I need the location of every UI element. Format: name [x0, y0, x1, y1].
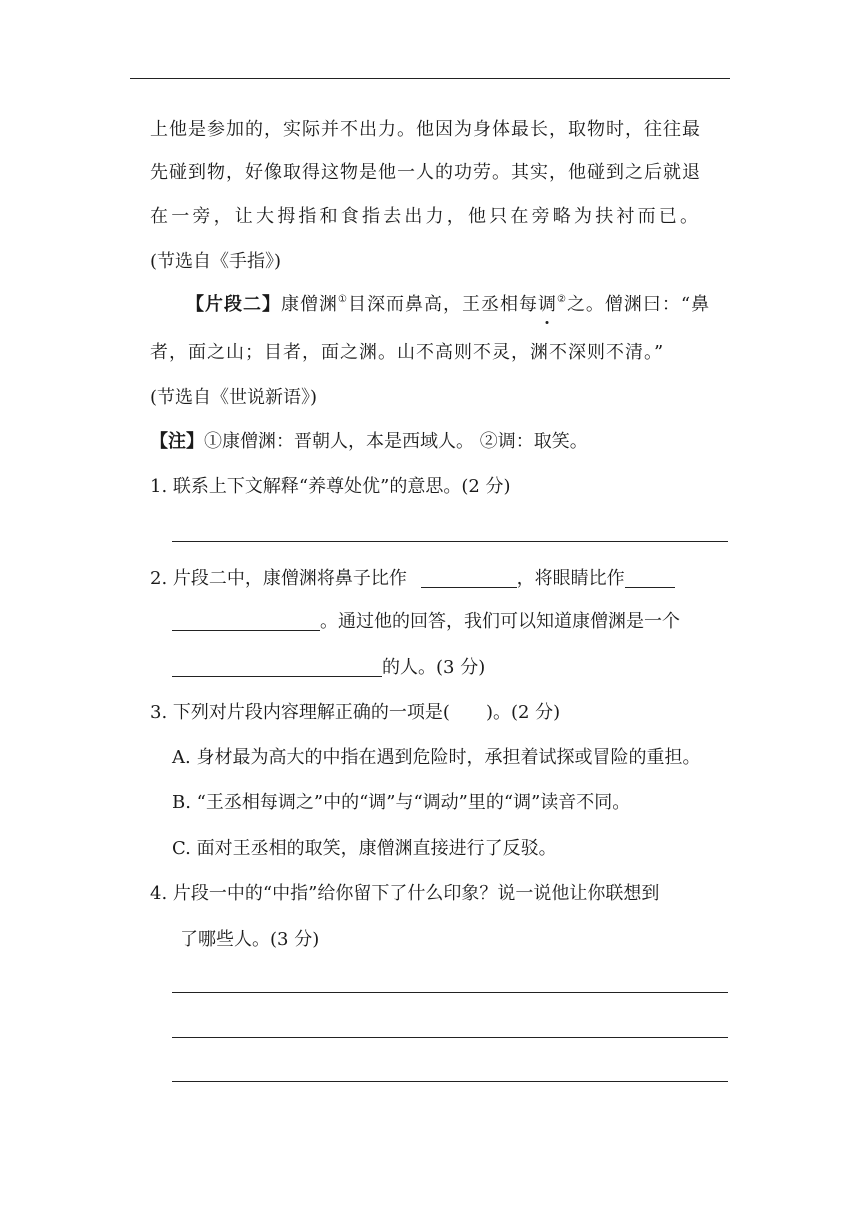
question-2-part1: 片段二中，康僧渊将鼻子比作: [172, 568, 407, 589]
passage2-text-c: 之。僧渊曰：“鼻: [566, 294, 711, 315]
question-4-line2: 了哪些人。(3 分): [180, 929, 320, 950]
blank-eyes-cont[interactable]: [172, 610, 320, 631]
passage2-line2: 者，面之山；目者，面之渊。山不高则不灵，渊不深则不清。”: [150, 342, 665, 363]
question-1-text: 联系上下文解释“养尊处优”的意思。(2 分): [172, 476, 511, 497]
passage1-line3: 在一旁，让大拇指和食指去出力，他只在旁略为扶衬而已。: [150, 206, 702, 227]
question-1-number: 1.: [150, 476, 168, 497]
question-1: [150, 474, 511, 500]
passage1-source: (节选自《手指》): [150, 251, 282, 272]
question-2-line1: [150, 566, 675, 592]
answer-line-q4-2[interactable]: [172, 1037, 728, 1038]
passage1-line2: 先碰到物，好像取得这物是他一人的功劳。其实，他碰到之后就退: [150, 162, 701, 183]
question-2-line3: [172, 655, 485, 681]
notes-label: 【注】: [150, 431, 204, 452]
dotted-char: 调: [538, 292, 557, 318]
question-2-part2: ，将眼睛比作: [516, 568, 625, 589]
question-4-number: 4.: [150, 883, 168, 904]
question-2-number: 2.: [150, 568, 168, 589]
option-b[interactable]: B. “王丞相每调之”中的“调”与“调动”里的“调”读音不同。: [172, 792, 631, 813]
answer-line-q4-3[interactable]: [172, 1081, 728, 1082]
question-4-text1: 片段一中的“中指”给你留下了什么印象？说一说他让你联想到: [172, 883, 660, 904]
option-a[interactable]: A. 身材最为高大的中指在遇到危险时，承担着试探或冒险的重担。: [172, 747, 701, 768]
passage2-text-a: 康僧渊: [281, 294, 338, 315]
notes-text: ①康僧渊：晋朝人，本是西域人。 ②调：取笑。: [204, 431, 588, 452]
question-2-part4: 的人。(3 分): [382, 657, 486, 678]
question-2-part3: 。通过他的回答，我们可以知道康僧渊是一个: [320, 611, 680, 632]
question-3: [150, 700, 560, 726]
passage2-heading: 【片段二】: [186, 294, 281, 315]
question-3-text: 下列对片段内容理解正确的一项是( )。(2 分): [172, 702, 561, 723]
question-2-line2: [172, 609, 680, 635]
blank-nose[interactable]: [421, 567, 517, 588]
option-c[interactable]: C. 面对王丞相的取笑，康僧渊直接进行了反驳。: [172, 838, 557, 859]
note-mark-1: ①: [338, 294, 348, 305]
answer-line-q4-1[interactable]: [172, 992, 728, 993]
question-3-number: 3.: [150, 702, 168, 723]
question-4-line1: [150, 881, 659, 907]
answer-line-q1[interactable]: [172, 541, 728, 542]
passage2-line1: [186, 292, 710, 318]
passage2-text-b: 目深而鼻高，王丞相每: [347, 294, 538, 315]
header-rule: [130, 78, 730, 79]
passage1-line1: 上他是参加的，实际并不出力。他因为身体最长，取物时，往往最: [150, 119, 701, 140]
note-mark-2: ②: [556, 294, 567, 305]
blank-person[interactable]: [172, 656, 382, 677]
blank-eyes[interactable]: [625, 567, 675, 588]
notes: [150, 429, 588, 455]
passage2-source: (节选自《世说新语》): [150, 387, 318, 408]
